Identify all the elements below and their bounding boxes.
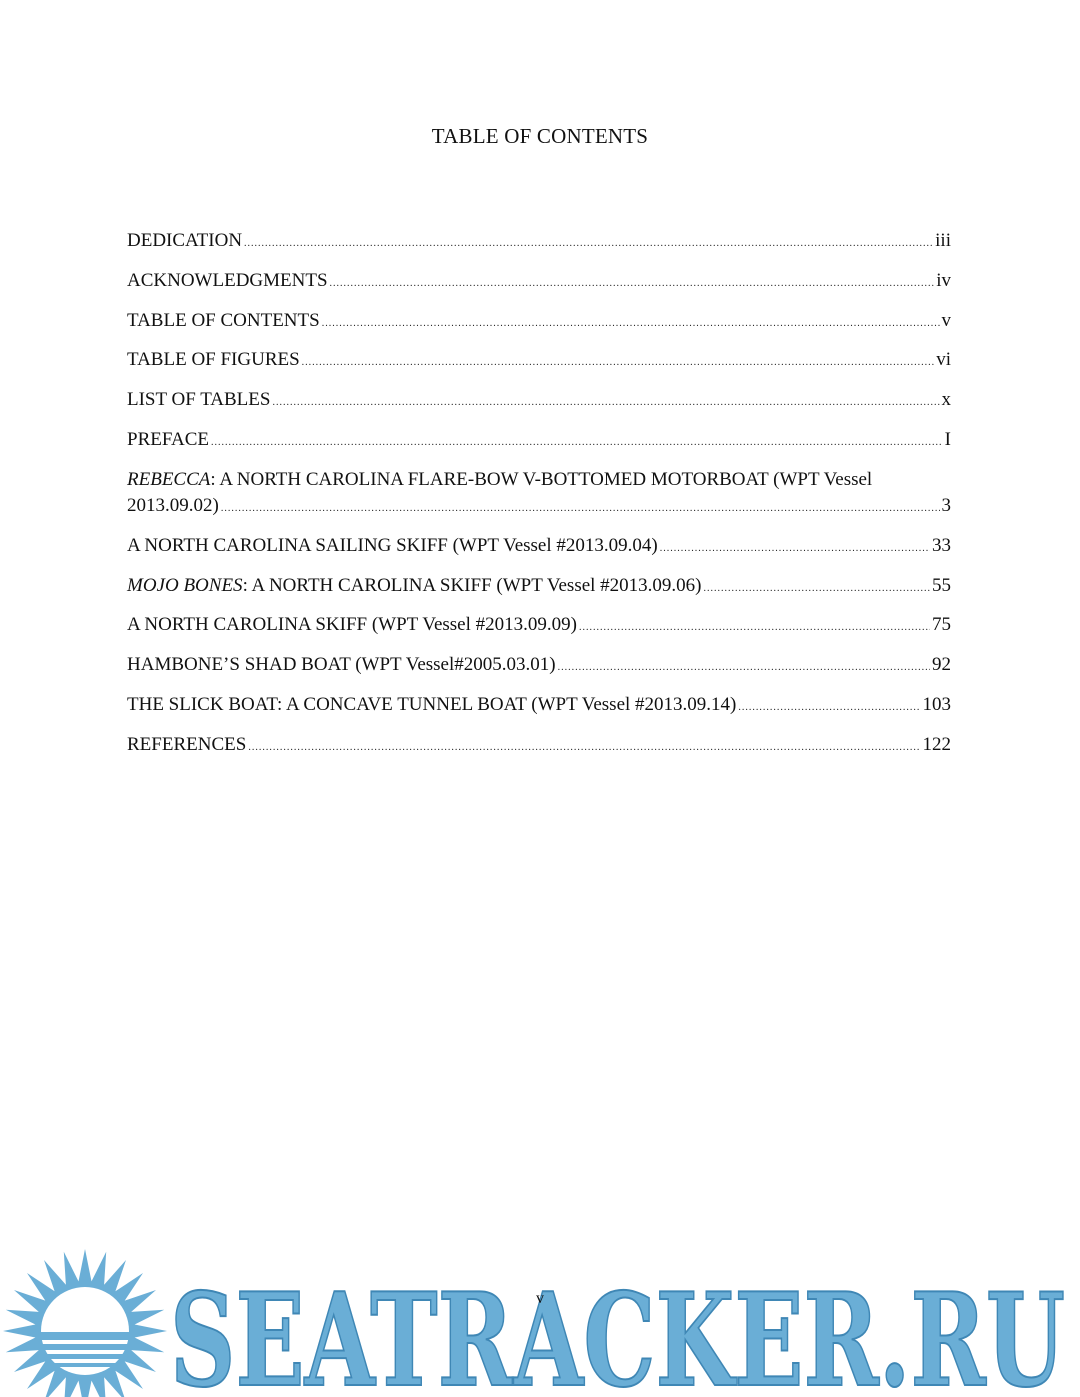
toc-entry-north-carolina-skiff[interactable] — [127, 612, 951, 641]
table-of-contents — [127, 228, 951, 772]
watermark — [0, 1235, 1080, 1397]
toc-leader-dots — [272, 390, 939, 416]
toc-entry-title: A NORTH CAROLINA SKIFF (WPT Vessel #2013.09.09) — [127, 614, 577, 636]
toc-entry-references[interactable] — [127, 732, 951, 761]
toc-leader-dots — [660, 536, 930, 562]
toc-entry-acknowledgments[interactable] — [127, 268, 951, 297]
toc-entry-title — [127, 573, 702, 599]
toc-entry-hambones-shad-boat[interactable] — [127, 652, 951, 681]
toc-entry-sailing-skiff[interactable] — [127, 533, 951, 562]
page-number: v — [536, 1290, 544, 1307]
toc-entry-page: iv — [936, 269, 951, 291]
toc-entry-title: PREFACE — [127, 428, 210, 450]
toc-entry-slick-boat[interactable] — [127, 692, 951, 721]
toc-entry-title: HAMBONE’S SHAD BOAT (WPT Vessel#2005.03.01) — [127, 654, 556, 676]
toc-entry-preface[interactable] — [127, 427, 951, 456]
toc-entry-page: 122 — [922, 733, 951, 755]
watermark-text: SEATRACKER.RU — [170, 1266, 1065, 1397]
toc-entry-page: 103 — [922, 693, 951, 715]
page-title: TABLE OF CONTENTS — [431, 124, 649, 148]
toc-leader-dots — [244, 231, 933, 257]
toc-entry-title: TABLE OF FIGURES — [127, 349, 300, 371]
toc-entry-title: ACKNOWLEDGMENTS — [127, 269, 328, 291]
toc-entry-title: DEDICATION — [127, 230, 243, 251]
toc-leader-dots — [221, 496, 940, 522]
toc-entry-title-line2-row — [127, 493, 951, 522]
toc-leader-dots — [322, 311, 940, 337]
toc-entry-title: LIST OF TABLES — [127, 389, 271, 411]
sun-over-water-icon — [3, 1249, 167, 1397]
toc-entry-title-line1 — [127, 467, 951, 493]
toc-leader-dots — [558, 655, 930, 681]
toc-entry-title-rest: : A NORTH CAROLINA FLARE-BOW V-BOTTOMED MOTORBOAT (WPT Vessel — [210, 468, 873, 490]
toc-entry-page: I — [944, 428, 951, 450]
toc-entry-title-italic: REBECCA — [127, 468, 211, 490]
toc-entry-title: THE SLICK BOAT: A CONCAVE TUNNEL BOAT (WPT Vessel #2013.09.14) — [127, 693, 737, 715]
toc-entry-page: 75 — [932, 614, 951, 636]
toc-entry-page: vi — [936, 349, 951, 371]
toc-entry-page: x — [941, 389, 951, 411]
toc-leader-dots — [704, 576, 930, 602]
toc-entry-table-of-figures[interactable] — [127, 347, 951, 376]
toc-leader-dots — [330, 271, 935, 297]
toc-entry-page: v — [941, 309, 951, 331]
toc-entry-page: 92 — [932, 654, 951, 676]
toc-entry-page: 3 — [941, 494, 951, 516]
toc-entry-page: 55 — [932, 574, 951, 596]
toc-entry-title-line2: 2013.09.02) — [127, 494, 219, 516]
toc-entry-page: 33 — [932, 534, 951, 556]
toc-leader-dots — [738, 695, 920, 721]
toc-leader-dots — [302, 350, 935, 376]
toc-entry-title: REFERENCES — [127, 733, 247, 755]
toc-entry-rebecca[interactable] — [127, 467, 951, 522]
toc-entry-title: A NORTH CAROLINA SAILING SKIFF (WPT Vessel #2013.09.04) — [127, 534, 658, 556]
toc-entry-title: TABLE OF CONTENTS — [127, 309, 320, 331]
toc-entry-title-rest: : A NORTH CAROLINA SKIFF (WPT Vessel #2013.09.06) — [242, 574, 702, 596]
toc-entry-table-of-contents[interactable] — [127, 308, 951, 337]
toc-leader-dots — [211, 430, 943, 456]
toc-entry-mojo-bones[interactable] — [127, 573, 951, 602]
toc-entry-list-of-tables[interactable] — [127, 387, 951, 416]
toc-entry-dedication[interactable] — [127, 228, 951, 257]
toc-entry-title-italic: MOJO BONES — [127, 574, 243, 596]
toc-leader-dots — [248, 735, 920, 761]
toc-entry-page: iii — [935, 230, 951, 251]
toc-leader-dots — [579, 615, 930, 641]
